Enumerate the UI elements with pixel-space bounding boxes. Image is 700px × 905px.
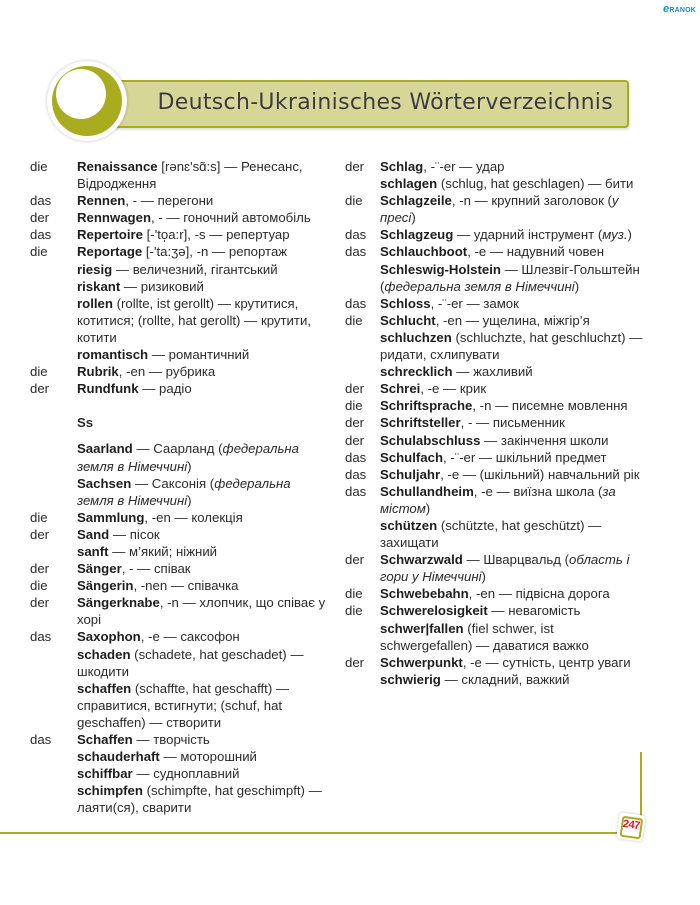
publisher-logo: [663, 3, 696, 15]
headword: Schwerpunkt: [380, 654, 463, 670]
article: der: [30, 561, 50, 577]
entries-s: [30, 440, 330, 816]
headword: Sänger: [77, 561, 122, 577]
article: [345, 671, 380, 688]
dictionary-entry: [30, 782, 330, 816]
dictionary-entry: [30, 380, 330, 397]
entry-body: [380, 466, 645, 483]
article: der: [30, 210, 50, 226]
entry-body: [77, 261, 330, 278]
dictionary-entry: [345, 192, 645, 226]
dictionary-entry: [30, 261, 330, 278]
entry-body: [77, 782, 330, 816]
entry-body: [380, 551, 645, 585]
article: das: [345, 295, 367, 311]
entry-body: [77, 243, 330, 260]
dictionary-entry: [30, 295, 330, 346]
definition: — пісок: [109, 526, 160, 542]
article: das: [30, 732, 52, 747]
page-number: 247: [622, 817, 641, 833]
article: das: [345, 483, 367, 499]
article: die: [345, 586, 363, 602]
definition: , -en — рубрика: [118, 364, 216, 380]
entry-body: [380, 363, 645, 380]
footer-rule: [0, 832, 620, 834]
definition: — романтичний: [148, 347, 250, 363]
dictionary-entry: [345, 671, 645, 688]
headword: Saarland: [77, 441, 133, 457]
definition: , -nen — співачка: [133, 578, 239, 594]
dictionary-entry: [345, 602, 645, 619]
entry-body: [77, 560, 330, 577]
article: [345, 363, 380, 380]
article: das: [30, 193, 52, 209]
section-heading: Ss: [77, 415, 94, 431]
article: [30, 646, 77, 680]
headword: Schulabschluss: [380, 432, 481, 448]
entry-body: [380, 620, 645, 654]
dictionary-entry: [345, 243, 645, 260]
entry-body: [77, 543, 330, 560]
note-close: ): [574, 278, 580, 294]
headword: schaffen: [77, 680, 132, 696]
article: der: [345, 415, 365, 431]
note: федеральна земля в Німеччині: [77, 475, 291, 508]
entry-body: [380, 295, 645, 312]
definition: — моторошний: [159, 749, 257, 765]
headword: Schlagzeug: [380, 227, 454, 243]
dictionary-entry: [345, 517, 645, 551]
entry-body: [77, 509, 330, 526]
article: die: [30, 509, 48, 525]
article: die: [30, 159, 48, 174]
entry-body: [380, 483, 645, 517]
article: die: [345, 312, 363, 328]
headword: Sängerin: [77, 578, 134, 594]
page-number-badge: [616, 812, 645, 841]
definition: — радіо: [138, 381, 192, 397]
headword: schlagen: [380, 176, 438, 192]
definition: , -n — хлопчик, що співає у хорі: [77, 595, 326, 628]
note: область і гори у Німеччині: [380, 552, 630, 585]
definition: , -en — підвісна дорога: [468, 586, 610, 602]
dictionary-entry: [345, 449, 645, 466]
definition: — жахливий: [452, 364, 533, 380]
headword: Schriftsteller: [380, 415, 461, 431]
article: die: [345, 603, 363, 619]
article: [30, 475, 77, 509]
headword: Rundfunk: [77, 381, 139, 397]
definition: [-'ta:ʒə], -n — репортаж: [142, 244, 288, 260]
article: der: [345, 432, 365, 448]
dictionary-entry: [30, 560, 330, 577]
left-column: [30, 158, 330, 816]
headword: Schloss: [380, 295, 431, 311]
entry-body: [380, 329, 645, 363]
definition: , -¨-er — замок: [430, 295, 519, 311]
article: [30, 748, 77, 765]
definition: , -¨-er — шкільний предмет: [443, 449, 607, 465]
dictionary-entry: [30, 475, 330, 509]
definition: , -n — писемне мовлення: [472, 398, 628, 414]
dictionary-entry: [345, 432, 645, 449]
dictionary-entry: [30, 646, 330, 680]
article: [30, 765, 77, 782]
article: der: [345, 654, 365, 670]
entry-body: [380, 175, 645, 192]
dictionary-entry: [30, 346, 330, 363]
headword: Rennen: [77, 193, 126, 209]
definition: , -¨-er — удар: [423, 159, 505, 174]
article: [30, 261, 77, 278]
dictionary-entry: [345, 380, 645, 397]
headword: Schwerelosigkeit: [380, 603, 488, 619]
dictionary-entry: [345, 261, 645, 295]
entry-body: [380, 432, 645, 449]
note: у пресі: [380, 193, 619, 226]
headword: Schuljahr: [380, 466, 441, 482]
dictionary-entry: [30, 731, 330, 748]
definition: — Шлезвіг-Гольштейн (: [380, 261, 640, 294]
article: der: [30, 526, 50, 542]
headword: Sachsen: [77, 475, 132, 491]
definition: — величезний, гігантський: [112, 261, 278, 277]
note: федеральна земля в Німеччині: [77, 441, 299, 474]
dictionary-entry: [345, 654, 645, 671]
headword: Sand: [77, 526, 110, 542]
definition: — творчість: [132, 732, 210, 747]
entry-body: [77, 594, 330, 628]
headword: Schrei: [380, 381, 421, 397]
entry-body: [380, 654, 645, 671]
page-title: Deutsch-Ukrainisches Wörterverzeichnis: [157, 90, 613, 115]
definition: [-'to̩a:r], -s — репертуар: [142, 227, 290, 243]
entry-body: [77, 680, 330, 731]
entry-body: [77, 526, 330, 543]
dictionary-entry: [30, 543, 330, 560]
headword: Repertoire: [77, 227, 143, 243]
note-close: ): [187, 458, 192, 474]
note-close: ): [187, 492, 192, 508]
headword: Schulfach: [380, 449, 444, 465]
dictionary-entry: [345, 158, 645, 175]
entry-body: [380, 397, 645, 414]
headword: sanft: [77, 543, 109, 559]
headword: rollen: [77, 295, 113, 311]
article: [345, 329, 380, 363]
logo-text: RANOK: [669, 7, 696, 14]
dictionary-entry: [30, 594, 330, 628]
dictionary-entry: [30, 577, 330, 594]
dictionary-entry: [345, 175, 645, 192]
article: [345, 620, 380, 654]
headword: schiffbar: [77, 766, 133, 782]
dictionary-entry: [345, 620, 645, 654]
entries-sch: [345, 158, 645, 688]
dictionary-entry: [30, 509, 330, 526]
dictionary-entry: [30, 278, 330, 295]
definition: (rollte, ist gerollt) — крутитися, котитися; (rollte, hat gerollt) — крутити, котити: [77, 295, 311, 345]
logo-mark: e: [663, 3, 670, 15]
entry-body: [77, 278, 330, 295]
headword: Rennwagen: [77, 210, 152, 226]
entry-body: [380, 312, 645, 329]
headword: Schwarzwald: [380, 552, 463, 568]
article: das: [345, 227, 367, 243]
article: [345, 517, 380, 551]
article: das: [30, 227, 52, 243]
definition: (schluchzte, hat geschluchzt) — ридати, схлипувати: [380, 329, 643, 363]
article: der: [345, 552, 365, 568]
headword: Schlag: [380, 159, 424, 174]
entry-body: [77, 577, 330, 594]
entry-body: [380, 243, 645, 260]
definition: — закінчення школи: [480, 432, 609, 448]
headword: Schaffen: [77, 732, 133, 747]
headword: Saxophon: [77, 629, 141, 645]
note: федеральна земля в Німеччині: [384, 278, 575, 294]
dictionary-entry: [30, 243, 330, 260]
entries-r: [30, 158, 330, 397]
headword: schimpfen: [77, 783, 143, 799]
definition: (schaffte, hat geschafft) — справитися, встигнути; (schuf, hat geschaffen) — створити: [77, 680, 290, 730]
note: муз.: [602, 227, 628, 243]
headword: Sängerknabe: [77, 595, 160, 611]
article: die: [30, 578, 48, 594]
dictionary-entry: [30, 526, 330, 543]
article: der: [345, 381, 365, 397]
definition: , - — перегони: [125, 193, 214, 209]
note-close: ): [481, 569, 486, 585]
entry-body: [380, 602, 645, 619]
definition: (schimpfte, hat geschimpft) — лаяти(ся), сварити: [77, 783, 322, 816]
dictionary-entry: [30, 748, 330, 765]
dictionary-entry: [30, 440, 330, 474]
headword: schwer|fallen: [380, 620, 464, 636]
dictionary-entry: [345, 585, 645, 602]
article: der: [345, 159, 365, 174]
definition: , -en — колекція: [144, 509, 243, 525]
dictionary-entry: [30, 628, 330, 645]
article: das: [345, 244, 367, 260]
title-banner: [80, 80, 629, 128]
dictionary-entry: [345, 483, 645, 517]
definition: , -en — ущелина, міжгір’я: [435, 312, 590, 328]
definition: , -e — саксофон: [140, 629, 240, 645]
definition: , -e — надувний човен: [467, 244, 605, 260]
article: die: [345, 193, 363, 209]
note-close: ): [411, 210, 416, 226]
article: [345, 261, 380, 295]
entry-body: [77, 628, 330, 645]
definition: [rənɛ'sɑ̃:s] — Ренесанс, Відродження: [77, 159, 303, 192]
definition: — судноплавний: [132, 766, 240, 782]
definition: (schützte, hat geschützt) — захищати: [380, 517, 602, 551]
entry-body: [77, 346, 330, 363]
entry-body: [77, 646, 330, 680]
right-column: [345, 158, 645, 688]
dictionary-entry: [30, 226, 330, 243]
definition: — Шварцвальд (: [462, 552, 570, 568]
dictionary-entry: [30, 158, 330, 192]
dictionary-entry: [30, 209, 330, 226]
definition: — ударний інструмент (: [453, 227, 603, 243]
definition: — Саарланд (: [132, 441, 223, 457]
dictionary-entry: [30, 680, 330, 731]
entry-body: [380, 192, 645, 226]
article: die: [30, 364, 48, 380]
definition: — невагомість: [487, 603, 581, 619]
headword: Schriftsprache: [380, 398, 473, 414]
definition: , -e — сутність, центр уваги: [462, 654, 631, 670]
definition: (schadete, hat geschadet) — шкодити: [77, 646, 304, 679]
definition: — ризиковий: [120, 278, 204, 294]
entry-body: [77, 440, 330, 474]
headword: riskant: [77, 278, 121, 294]
headword: Sammlung: [77, 509, 145, 525]
dictionary-entry: [345, 226, 645, 243]
entry-body: [380, 517, 645, 551]
entry-body: [380, 414, 645, 431]
headword: Schlagzeile: [380, 193, 452, 209]
headword: romantisch: [77, 347, 149, 363]
headword: schwierig: [380, 671, 441, 687]
dictionary-entry: [345, 551, 645, 585]
definition: , - — співак: [121, 561, 191, 577]
entry-body: [77, 731, 330, 748]
article: das: [30, 629, 52, 645]
entry-body: [380, 226, 645, 243]
definition: — Саксонія (: [131, 475, 215, 491]
definition: , - — гоночний автомобіль: [151, 210, 311, 226]
entry-body: [77, 765, 330, 782]
article: der: [30, 381, 50, 397]
dictionary-entry: [30, 765, 330, 782]
headword: schaden: [77, 646, 131, 662]
corner-rule: [640, 752, 642, 822]
dictionary-entry: [345, 466, 645, 483]
definition: , -n — крупний заголовок (: [451, 193, 612, 209]
dictionary-entry: [345, 295, 645, 312]
article: das: [345, 449, 367, 465]
entry-body: [77, 380, 330, 397]
dictionary-entry: [345, 363, 645, 380]
entry-body: [77, 158, 330, 192]
article: die: [345, 398, 363, 414]
dictionary-entry: [345, 397, 645, 414]
definition: , -e — крик: [420, 381, 487, 397]
entry-body: [77, 295, 330, 346]
article: [30, 346, 77, 363]
article: der: [30, 595, 50, 611]
definition: , -e — (шкільний) навчальний рік: [440, 466, 640, 482]
dictionary-entry: [30, 363, 330, 380]
entry-body: [77, 209, 330, 226]
entry-body: [380, 671, 645, 688]
headword: Renaissance: [77, 159, 158, 174]
article: [30, 543, 77, 560]
article: [30, 440, 77, 474]
dictionary-entry: [345, 329, 645, 363]
article: [30, 680, 77, 731]
headword: Rubrik: [77, 364, 119, 380]
definition: — м’який; ніжний: [108, 543, 218, 559]
headword: Schwebebahn: [380, 586, 469, 602]
entry-body: [77, 226, 330, 243]
dictionary-entry: [30, 192, 330, 209]
note: за містом: [380, 483, 616, 516]
definition: — складний, важкий: [440, 671, 570, 687]
article: das: [345, 466, 367, 482]
entry-body: [77, 192, 330, 209]
headword: Schlucht: [380, 312, 436, 328]
entry-body: [380, 585, 645, 602]
article: [30, 278, 77, 295]
headword: schrecklich: [380, 364, 453, 380]
article: [30, 782, 77, 816]
entry-body: [380, 158, 645, 175]
definition: , -e — виїзна школа (: [473, 483, 603, 499]
entry-body: [380, 449, 645, 466]
crescent-emblem-icon: [47, 61, 127, 141]
entry-body: [77, 475, 330, 509]
dictionary-entry: [345, 414, 645, 431]
headword: schauderhaft: [77, 749, 160, 765]
article: [30, 295, 77, 346]
definition: (fiel schwer, ist schwergefallen) — даватися важко: [380, 620, 589, 653]
note-close: ): [627, 227, 632, 243]
article: [345, 175, 380, 192]
entry-body: [77, 363, 330, 380]
headword: schützen: [380, 517, 438, 533]
article: die: [30, 244, 48, 260]
headword: Schullandheim: [380, 483, 474, 499]
emblem-hole: [56, 69, 106, 119]
headword: riesig: [77, 261, 113, 277]
definition: (schlug, hat geschlagen) — бити: [437, 176, 634, 192]
headword: Schlauchboot: [380, 244, 468, 260]
dictionary-entry: [345, 312, 645, 329]
note-close: ): [425, 500, 431, 516]
entry-body: [380, 261, 645, 295]
entry-body: [380, 380, 645, 397]
headword: Reportage: [77, 244, 143, 260]
definition: , - — письменник: [460, 415, 565, 431]
headword: Schleswig-Holstein: [380, 261, 501, 277]
headword: schluchzen: [380, 329, 452, 345]
entry-body: [77, 748, 330, 765]
